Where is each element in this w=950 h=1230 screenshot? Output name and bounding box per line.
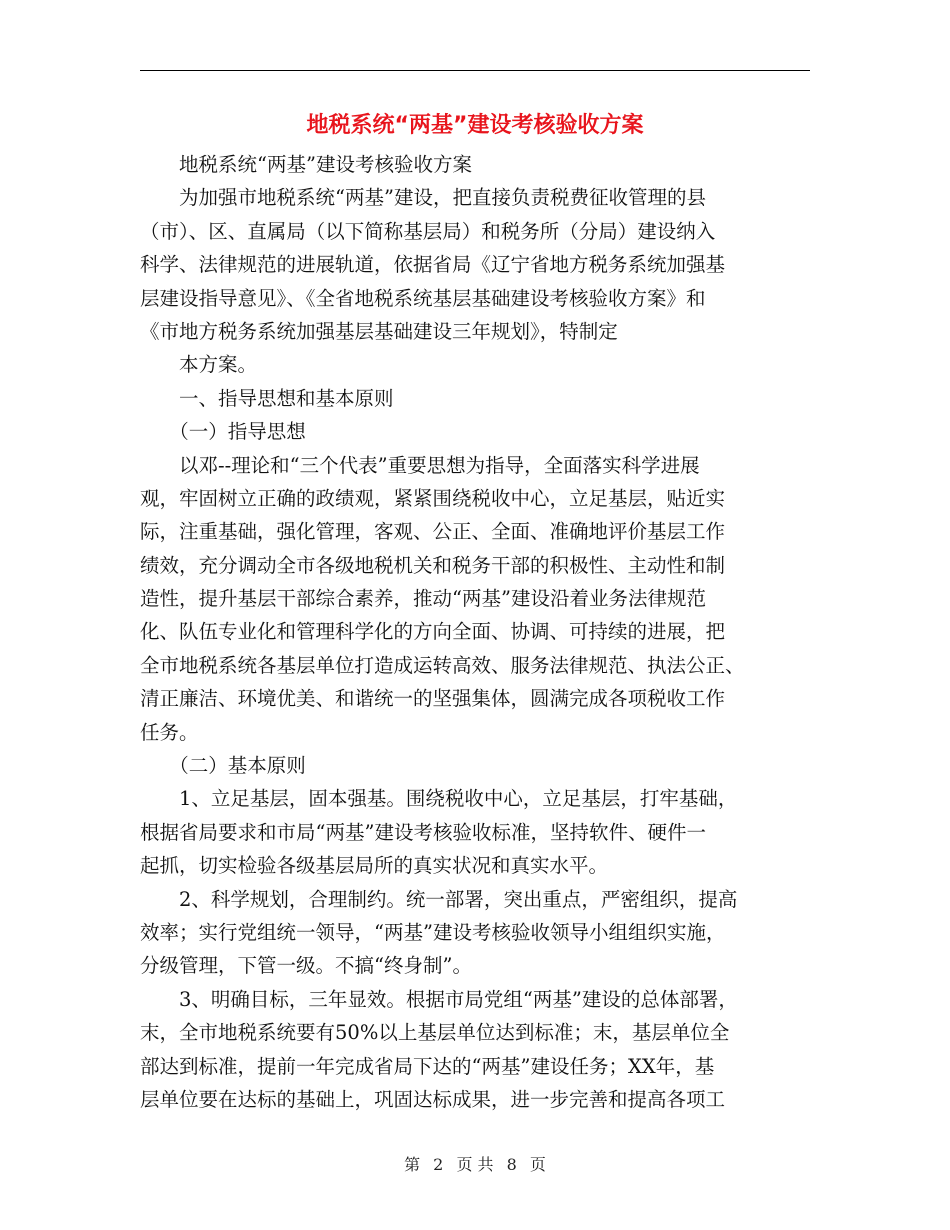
paragraph-line: 根据省局要求和市局“两基”建设考核验收标准，坚持软件、硬件一 [140,820,706,844]
paragraph-line: 全市地税系统各基层单位打造成运转高效、服务法律规范、执法公正、 [140,653,745,677]
paragraph-line: 际，注重基础，强化管理，客观、公正、全面、准确地评价基层工作 [140,520,726,544]
paragraph-line: 清正廉洁、环境优美、和谐统一的坚强集体，圆满完成各项税收工作 [140,687,726,711]
paragraph-line: 部达到标准，提前一年完成省局下达的“两基”建设任务；XX年，基 [140,1054,715,1078]
paragraph-line: 为加强市地税系统“两基”建设，把直接负责税费征收管理的县 [140,186,706,210]
paragraph-line: 1、立足基层，固本强基。围绕税收中心，立足基层，打牢基础， [140,787,738,811]
paragraph-line: 分级管理，下管一级。不搞“终身制”。 [140,954,472,978]
document-body [140,148,810,1116]
paragraph-line: 以邓--理论和“三个代表”重要思想为指导，全面落实科学进展 [140,453,700,477]
paragraph-line: 起抓，切实检验各级基层局所的真实状况和真实水平。 [140,854,609,878]
paragraph-line: 效率；实行党组统一领导，“两基”建设考核验收领导小组组织实施， [140,920,726,944]
paragraph-line: 末，全市地税系统要有50%以上基层单位达到标准；末，基层单位全 [140,1021,730,1045]
paragraph-line: 绩效，充分调动全市各级地税机关和税务干部的积极性、主动性和制 [140,553,726,577]
paragraph-line: 2、科学规划，合理制约。统一部署，突出重点，严密组织，提高 [140,887,738,911]
paragraph-line: 造性，提升基层干部综合素养，推动“两基”建设沿着业务法律规范 [140,587,706,611]
paragraph-line: 3、明确目标，三年显效。根据市局党组“两基”建设的总体部署， [140,987,738,1011]
paragraph-line: 观，牢固树立正确的政绩观，紧紧围绕税收中心，立足基层，贴近实 [140,486,726,510]
page-label-prefix: 第 [404,1155,421,1174]
paragraph-line: （二）基本原则 [140,754,306,778]
paragraph-line: 一、指导思想和基本原则 [140,386,394,410]
paragraph-line: 《市地方税务系统加强基层基础建设三年规划》，特制定 [140,319,618,343]
paragraph-line: 任务。 [140,720,199,744]
paragraph-line: 层建设指导意见》、《全省地税系统基层基础建设考核验收方案》和 [140,286,706,310]
paragraph-line: （一）指导思想 [140,420,306,444]
paragraph-line: 科学、法律规范的进展轨道，依据省局《辽宁省地方税务系统加强基 [140,253,726,277]
page-label-suffix: 页 [529,1155,546,1174]
paragraph-line: 层单位要在达标的基础上，巩固达标成果，进一步完善和提高各项工 [140,1087,726,1111]
page-label-mid: 页 共 [456,1155,494,1174]
page-total: 8 [506,1155,517,1174]
paragraph-line: 本方案。 [140,353,258,377]
page-current: 2 [433,1155,444,1174]
paragraph-line: （市）、区、直属局（以下简称基层局）和税务所（分局）建设纳入 [140,219,716,243]
page-footer [0,1152,950,1175]
document-title: 地税系统“两基”建设考核验收方案 [306,113,644,138]
header-rule [140,70,810,71]
paragraph-line: 化、队伍专业化和管理科学化的方向全面、协调、可持续的进展，把 [140,620,726,644]
paragraph-line: 地税系统“两基”建设考核验收方案 [140,153,472,176]
